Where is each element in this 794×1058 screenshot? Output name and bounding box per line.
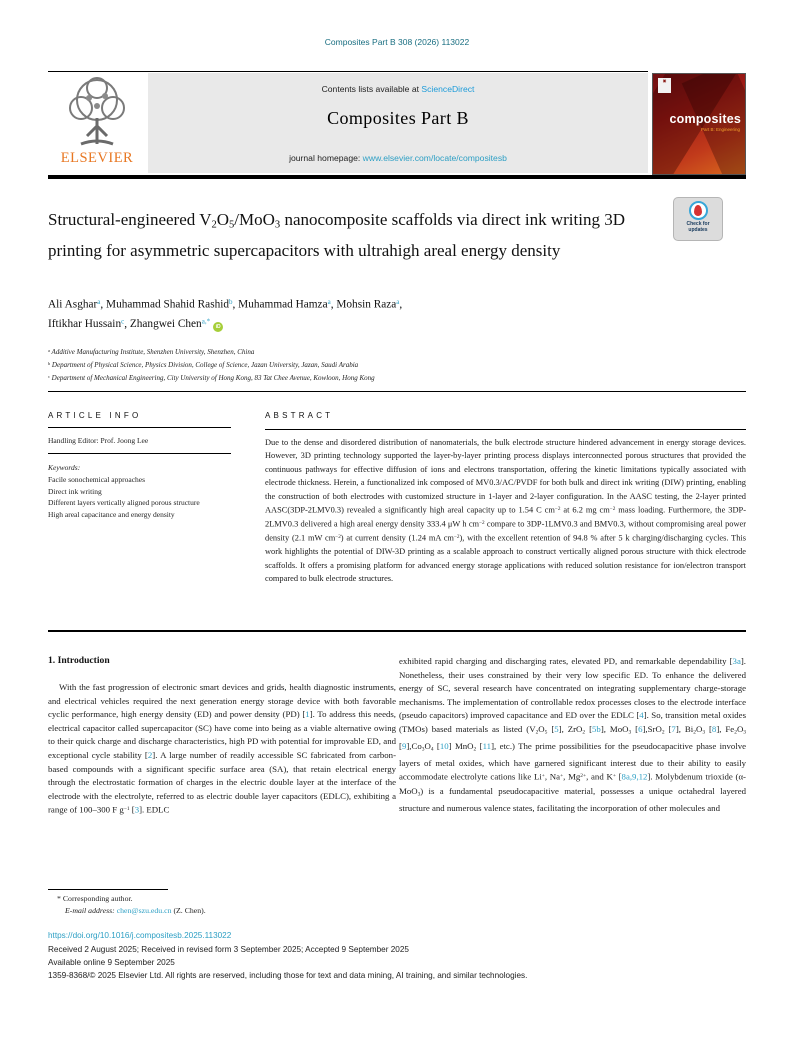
- update-badge-label: Check for updates: [686, 221, 710, 233]
- cover-subtitle: Part B: Engineering: [700, 127, 740, 132]
- affiliation-a: $^a$ Additive Manufacturing Institute, Shenzhen University, Shenzhen, China: [48, 348, 255, 357]
- update-badge-icon: [689, 201, 708, 220]
- elsevier-tree-icon: [61, 74, 133, 152]
- citation-link[interactable]: 11: [482, 740, 492, 751]
- citation-link[interactable]: 1: [305, 709, 310, 720]
- journal-title: Composites Part B: [327, 108, 469, 128]
- abstract-body: Due to the dense and disordered distribution of nanomaterials, the bulk electrode structure hindered advancement in energy storage devices. However, 3D printing technology supported the layer-by-layer printing process displays interconnected porous structures that provided the continuous pathways for effective diffusion of ions and electrons transportation, offering the kinetic limitations typically associated with electrode thickness. Herein, a functionalized ink composed of MV0.3/AC/PVDF for both bulk and direct ink writing (DIW) printing, enabling the construction of both electrodes with customized structure in 1-layer and 2-layer configuration. In the AASC testing, the 2-layer printed AASC(3DP-2LMV0.3) revealed a significantly high areal capacity up to 1.54 C $cm^{-2}$ at 6.2 mg $cm^{-2}$ mass loading. Furthermore, the 3DP-2LMV0.3 delivered a high areal energy density 333.4 μW h $cm^{-2}$ compare to 3DP-1LMV0.3 and BMV0.3, without compromising areal power density (2.1 mW $cm^{-2}$) at current density (1.24 mA $cm^{-2}$), with the excellent retention of 94.8 % after 5 k charging/discharging cycles. This work highlights the potential of DIW-3D printing as a scalable approach to construct vertically aligned porous structure with thick electrode scaffolds. It offers a promising platform for advanced energy storage applications with reduced solution resistance for ion/electron transport compared to bulk electrode structures.: [265, 438, 747, 584]
- section-divider-rule: [48, 630, 746, 632]
- citation-link[interactable]: 7: [671, 723, 676, 734]
- citation-link[interactable]: 3: [134, 805, 140, 816]
- affiliation-c: $^c$ Department of Mechanical Engineering, City University of Hong Kong, 83 Tat Chee Avenue, Kowloon, Hong Kong: [48, 374, 375, 383]
- citation-link[interactable]: 5b: [592, 723, 601, 734]
- article-title: Structural-engineered V2O5/MoO3 nanocomposite scaffolds via direct ink writing 3D printing for asymmetric supercapacitors with ultrahigh areal energy density: [48, 210, 625, 261]
- affiliations-bottom-rule: [48, 391, 746, 392]
- keyword-item: Facile sonochemical approaches: [48, 475, 146, 484]
- affiliation-b: $^b$ Department of Physical Science, Physics Division, College of Science, Jazan University, Jazan, Saudi Arabia: [48, 361, 359, 370]
- citation-link[interactable]: 6: [638, 723, 643, 734]
- available-online: Available online 9 September 2025: [48, 958, 175, 967]
- citation-link[interactable]: 3a: [732, 656, 741, 666]
- abstract-rule: [265, 429, 746, 430]
- article-info-rule: [48, 427, 231, 428]
- article-info-rule-2: [48, 453, 231, 454]
- contents-prefix: Contents lists available at: [321, 84, 422, 94]
- contents-line: [148, 84, 648, 94]
- article-info-heading: ARTICLE INFO: [48, 411, 142, 420]
- affiliations: [48, 345, 708, 384]
- abstract-heading: ABSTRACT: [265, 411, 334, 420]
- keywords-list: [48, 474, 228, 520]
- orcid-icon[interactable]: iD: [213, 322, 223, 332]
- journal-cover-thumbnail: [652, 73, 746, 175]
- handling-editor: Handling Editor: Prof. Joong Lee: [48, 436, 149, 445]
- elsevier-wordmark: ELSEVIER: [60, 150, 134, 166]
- keyword-item: Different layers vertically aligned porous structure: [48, 498, 200, 507]
- authors-line-2: [48, 317, 688, 332]
- citation-link[interactable]: 2: [147, 749, 153, 760]
- keywords-label: Keywords:: [48, 463, 81, 472]
- sciencedirect-link[interactable]: ScienceDirect: [421, 84, 475, 94]
- check-for-updates-badge[interactable]: [673, 197, 723, 241]
- keyword-item: High areal capacitance and energy density: [48, 509, 175, 519]
- authors-line-1: Ali Asghar$^a$, Muhammad Shahid Rashid$^b$, Muhammad Hamza$^a$, Mohsin Raza$^a$,: [48, 298, 403, 311]
- homepage-prefix: journal homepage:: [289, 153, 363, 163]
- received-dates: Received 2 August 2025; Received in revised form 3 September 2025; Accepted 9 September 2025: [48, 945, 409, 954]
- journal-reference: Composites Part B 308 (2026) 113022: [324, 37, 470, 47]
- masthead-bottom-rule: [48, 175, 746, 179]
- citation-link[interactable]: 8: [711, 723, 717, 734]
- keyword-item: Direct ink writing: [48, 486, 102, 496]
- inline-link[interactable]: chen@szu.edu.cn: [116, 906, 172, 915]
- doi-link[interactable]: https://doi.org/10.1016/j.compositesb.2025.113022: [48, 931, 232, 940]
- homepage-url-link[interactable]: www.elsevier.com/locate/compositesb: [362, 153, 507, 163]
- introduction-left-column: With the fast progression of electronic smart devices and grids, health diagnostic instruments, and electrical vehicles required the next generation energy storage device with both favorable cyclic performance, high energy density (ED) and power density (PD) [1]. To address this needs, electrical capacitor called supercapacitor (SC) have come into being as a viable alternative owing to their quick charge and discharge characteristics, high PD with potential for improvable ED, and exceptional cycle stability [2]. A large number of readily accessible SC fabricated from carbon-based compounds with a significant specific surface area (SA), that retain electrical energy through the electrostatic formation of charges in the electric double layer at the interface of the electrode with the electrolyte, referred to as electric double layer capacitors (EDLC), exhibiting a range of 100–300 F $g^{-1}$ [3]. EDLC: [48, 682, 396, 816]
- flame-icon: [694, 205, 702, 216]
- email-line: E-mail address: chen@szu.edu.cn (Z. Chen).: [65, 906, 206, 915]
- homepage-line: [148, 153, 648, 163]
- citation-link[interactable]: 10: [439, 740, 449, 751]
- cover-title: composites: [669, 112, 741, 126]
- corresponding-author-note: * Corresponding author.: [57, 894, 133, 903]
- authors-line-2-text: Iftikhar Hussain$^c$, Zhangwei Chen$^{a,*}$: [48, 317, 211, 330]
- citation-link[interactable]: 5: [554, 723, 559, 734]
- masthead-top-rule: [48, 71, 648, 72]
- copyright-line: 1359-8368/© 2025 Elsevier Ltd. All rights are reserved, including those for text and data mining, AI training, and similar technologies.: [48, 971, 528, 980]
- footnote-rule: [48, 889, 168, 890]
- elsevier-logo: [48, 74, 146, 173]
- citation-link[interactable]: 4: [639, 710, 644, 721]
- cover-publisher-logo: ▣: [658, 78, 671, 93]
- introduction-right-column: exhibited rapid charging and discharging rates, elevated PD, and remarkable dependability [3a]. Nonetheless, their uses constrained by their very low specific ED. To enhance the delivered energy of SC, several research have concentrated on integrating supplementary charge-storage mechanisms. The implementation of controllable redox processes closes to the electrode interface (pseudo capacitors) improved capacitance and ED over the EDLC [4]. So, transition metal oxides (TMOs) based materials as listed (V2O5 [5], ZrO2 [5b], MoO3 [6],SrO2 [7], Bi2O3 [8], Fe2O3 [9],Co3O4 [10] MnO2 [11], etc.) The prime possibilities for the pseudocapacitive phase involve layers of metal oxides, which have garnered significant interest due to their ability to easily accommodate electrolyte cations like Li+, Na+, $Mg^{2+}$, and K+ [8a,9,12]. Molybdenum trioxide (α-MoO3) is a fundamental pseudocapacitive material, possesses a unique octahedral layered structure and numerous valence states, facilitating the incorporation of other molecules and: [399, 656, 747, 813]
- introduction-heading: 1. Introduction: [48, 655, 110, 666]
- citation-link[interactable]: 9: [401, 740, 407, 751]
- citation-link[interactable]: 8a,9,12: [621, 772, 648, 783]
